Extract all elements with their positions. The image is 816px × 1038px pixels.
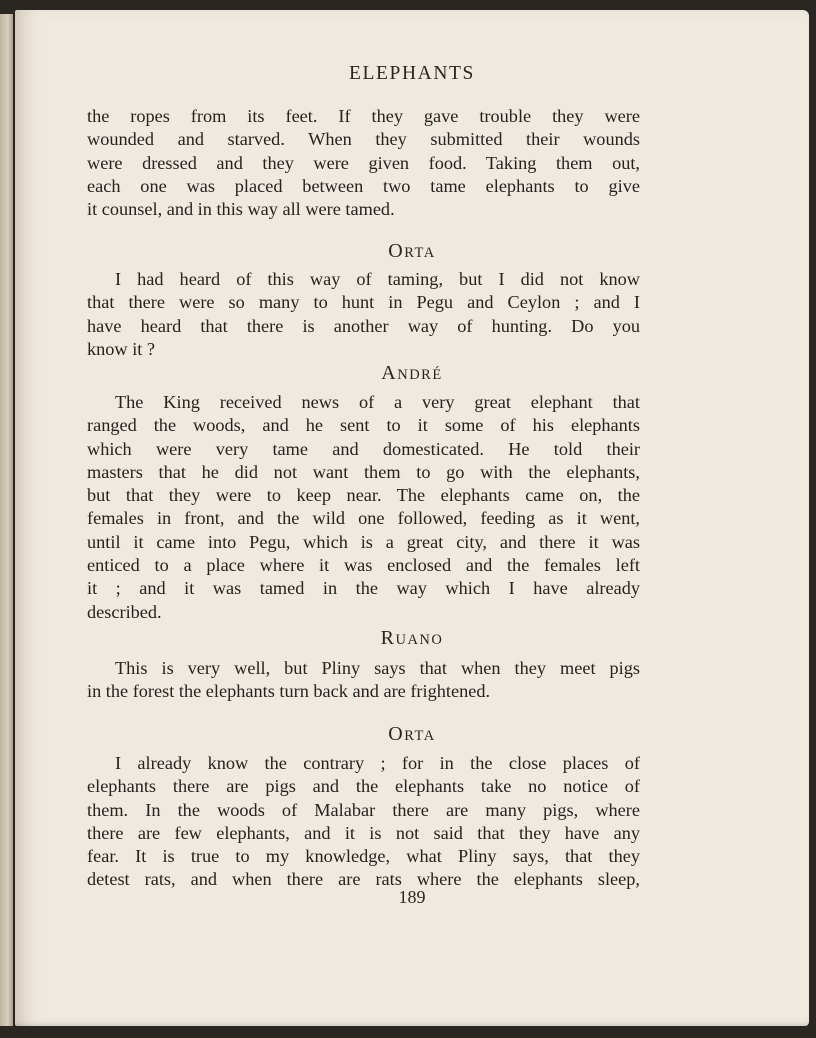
text-line: that there were so many to hunt in Pegu and Ceylon ; and I [87, 292, 640, 313]
speaker-heading: ORTA [388, 723, 436, 745]
text-line: but that they were to keep near. The elephants came on, the [87, 485, 640, 506]
paragraph-3 [87, 391, 640, 624]
text-line: it counsel, and in this way all were tamed. [87, 199, 395, 220]
paragraph-text [87, 105, 640, 221]
text-line: the ropes from its feet. If they gave trouble they were [87, 106, 640, 126]
text-line: each one was placed between two tame elephants to give [87, 175, 640, 196]
text-line: detest rats, and when there are rats where the elephants sleep, [87, 869, 640, 890]
speaker-heading: ORTA [388, 240, 436, 262]
text-line: described. [87, 601, 162, 622]
text-line: know it ? [87, 338, 156, 359]
text-line: enticed to a place where it was enclosed and the females left [87, 555, 640, 576]
text-line: wounded and starved. When they submitted their wounds [87, 129, 640, 150]
text-line: them. In the woods of Malabar there are many pigs, where [87, 799, 640, 820]
text-line: The King received news of a very great elephant that [115, 392, 640, 412]
text-line: until it came into Pegu, which is a great city, and there it was [87, 531, 640, 552]
text-line: were dressed and they were given food. Taking them out, [87, 152, 640, 173]
text-line: fear. It is true to my knowledge, what Pliny says, that they [87, 846, 640, 867]
text-line: I had heard of this way of taming, but I did not know [115, 269, 640, 289]
text-line: have heard that there is another way of hunting. Do you [87, 315, 640, 336]
text-line: in the forest the elephants turn back and are frightened. [87, 681, 491, 702]
paragraph-1 [87, 105, 640, 221]
paragraph-text [87, 752, 640, 892]
page-number: 189 [398, 887, 426, 907]
text-line: which were very tame and domesticated. He told their [87, 438, 640, 459]
paragraph-4 [87, 657, 640, 704]
text-line: there are few elephants, and it is not said that they have any [87, 822, 640, 843]
paragraph-text [87, 657, 640, 704]
running-head: ELEPHANTS [349, 63, 475, 84]
paragraph-text [87, 268, 640, 361]
text-line: This is very well, but Pliny says that when they meet pigs [115, 658, 640, 678]
page-sheet [15, 10, 809, 1026]
paragraph-2 [87, 268, 640, 361]
facing-page-edge [0, 14, 13, 1026]
speaker-heading: RUANO [380, 627, 444, 649]
text-line: elephants there are pigs and the elephants take no notice of [87, 776, 640, 797]
paragraph-text [87, 391, 640, 624]
text-line: I already know the contrary ; for in the close places of [115, 753, 640, 773]
paragraph-5 [87, 752, 640, 892]
speaker-heading: ANDRÉ [381, 362, 443, 384]
text-line: it ; and it was tamed in the way which I have already [87, 578, 640, 599]
text-line: ranged the woods, and he sent to it some of his elephants [87, 415, 640, 436]
text-line: females in front, and the wild one followed, feeding as it went, [87, 508, 640, 529]
text-line: masters that he did not want them to go with the elephants, [87, 461, 640, 482]
